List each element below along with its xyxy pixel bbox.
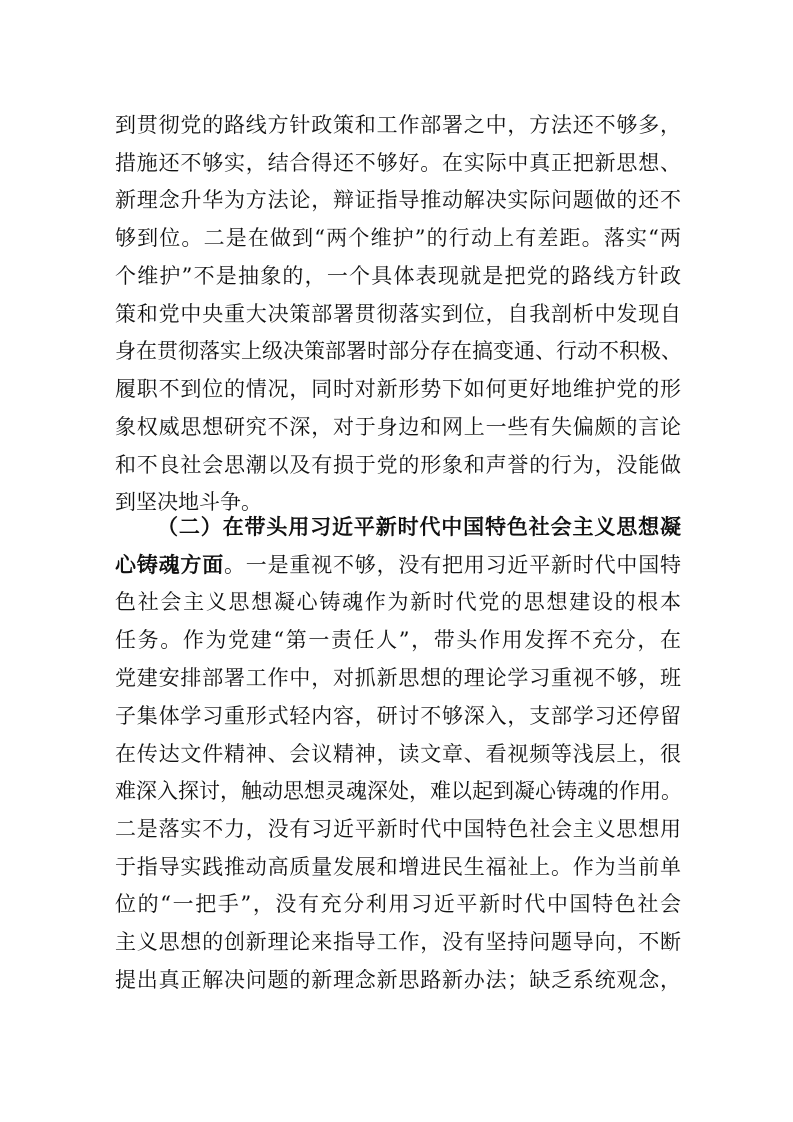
heading-continuation-line: [115, 552, 681, 578]
paragraph-line: 任务。作为党建“第一责任人”，带头作用发挥不充分，在: [115, 628, 681, 652]
paragraph-line: 党建安排部署工作中，对抓新思想的理论学习重视不够，班: [115, 666, 681, 690]
paragraph-line: 够到位。二是在做到“两个维护”的行动上有差距。落实“两: [115, 226, 681, 250]
section-heading: （二）在带头用习近平新时代中国特色社会主义思想凝: [157, 514, 681, 539]
paragraph-line: 措施还不够实，结合得还不够好。在实际中真正把新思想、: [115, 151, 681, 175]
paragraph-line: 到贯彻党的路线方针政策和工作部署之中，方法还不够多，: [115, 113, 681, 137]
paragraph-line: 难深入探讨，触动思想灵魂深处，难以起到凝心铸魂的作用。: [115, 779, 682, 803]
paragraph-line: 到坚决地斗争。: [115, 490, 262, 514]
paragraph-line: 二是落实不力，没有习近平新时代中国特色社会主义思想用: [115, 817, 681, 841]
paragraph-line: 和不良社会思潮以及有损于党的形象和声誉的行为，没能做: [115, 453, 681, 477]
paragraph-line: 色社会主义思想凝心铸魂作为新时代党的思想建设的根本: [115, 590, 681, 614]
paragraph-line: 于指导实践推动高质量发展和增进民生福祉上。作为当前单: [115, 855, 681, 879]
section-heading-end: 心铸魂方面: [115, 552, 224, 577]
paragraph-line: 在传达文件精神、会议精神，读文章、看视频等浅层上，很: [115, 742, 681, 766]
paragraph-text: 。一是重视不够，没有把用习近平新时代中国特: [224, 553, 681, 577]
paragraph-line: 提出真正解决问题的新理念新思路新办法；缺乏系统观念，: [115, 968, 681, 992]
paragraph-line: 履职不到位的情况，同时对新形势下如何更好地维护党的形: [115, 377, 681, 401]
paragraph-line: 身在贯彻落实上级决策部署时部分存在搞变通、行动不积极、: [115, 339, 682, 363]
paragraph-line: 位的“一把手”，没有充分利用习近平新时代中国特色社会: [115, 892, 681, 916]
paragraph-line: 子集体学习重形式轻内容，研讨不够深入，支部学习还停留: [115, 704, 681, 728]
paragraph-line: 新理念升华为方法论，辩证指导推动解决实际问题做的还不: [115, 188, 681, 212]
paragraph-line: 主义思想的创新理论来指导工作，没有坚持问题导向，不断: [115, 930, 681, 954]
paragraph-line: 象权威思想研究不深，对于身边和网上一些有失偏颇的言论: [115, 415, 681, 439]
paragraph-line: 策和党中央重大决策部署贯彻落实到位，自我剖析中发现自: [115, 302, 681, 326]
paragraph-line: 个维护”不是抽象的，一个具体表现就是把党的路线方针政: [115, 264, 681, 288]
